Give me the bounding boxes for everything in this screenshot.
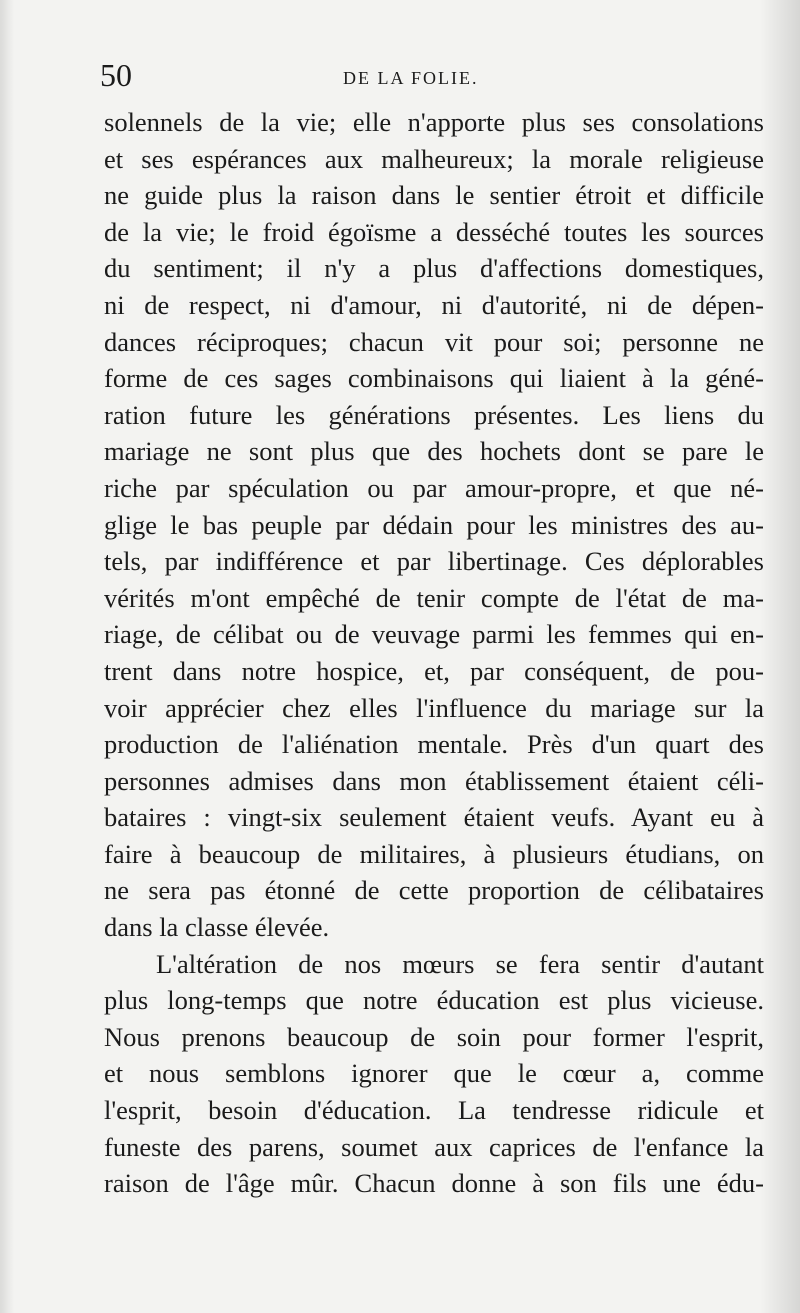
text-line: plus long-temps que notre éducation est plus vicieuse. (104, 985, 764, 1016)
text-line: Nous prenons beaucoup de soin pour former l'esprit, (104, 1021, 764, 1052)
running-head (100, 58, 700, 92)
text-line: et nous semblons ignorer que le cœur a, comme (104, 1058, 764, 1089)
body-text (104, 104, 764, 1202)
text-line: ne sera pas étonné de cette proportion de célibataires (104, 875, 764, 906)
text-line: ration future les générations présentes. Les liens du (104, 399, 764, 430)
text-line: dances réciproques; chacun vit pour soi; personne ne (104, 326, 764, 357)
text-line: riage, de célibat ou de veuvage parmi les femmes qui en- (104, 619, 764, 650)
text-line: forme de ces sages combinaisons qui liaient à la géné- (104, 363, 764, 394)
page-number: 50 (100, 57, 132, 93)
text-line: faire à beaucoup de militaires, à plusieurs étudians, on (104, 838, 764, 869)
text-line: vérités m'ont empêché de tenir compte de l'état de ma- (104, 582, 764, 613)
text-line: et ses espérances aux malheureux; la morale religieuse (104, 143, 764, 174)
running-title: DE LA FOLIE. (343, 68, 479, 88)
text-line: dans la classe élevée. (104, 912, 330, 943)
text-line: bataires : vingt-six seulement étaient veufs. Ayant eu à (104, 802, 764, 833)
text-line: riche par spéculation ou par amour-propre, et que né- (104, 472, 764, 503)
paragraph-1 (104, 104, 764, 946)
text-line: ni de respect, ni d'amour, ni d'autorité, ni de dépen- (104, 289, 764, 320)
text-line: glige le bas peuple par dédain pour les ministres des au- (104, 509, 764, 540)
text-line: tels, par indifférence et par libertinage. Ces déplorables (104, 546, 764, 577)
text-line: mariage ne sont plus que des hochets dont se pare le (104, 436, 764, 467)
text-line: personnes admises dans mon établissement étaient céli- (104, 765, 764, 796)
text-line: ne guide plus la raison dans le sentier étroit et difficile (104, 180, 764, 211)
text-line: solennels de la vie; elle n'apporte plus ses consolations (104, 107, 764, 137)
text-line: voir apprécier chez elles l'influence du mariage sur la (104, 692, 764, 723)
text-line: raison de l'âge mûr. Chacun donne à son fils une édu- (104, 1168, 764, 1199)
text-line: l'esprit, besoin d'éducation. La tendresse ridicule et (104, 1095, 764, 1126)
text-line: du sentiment; il n'y a plus d'affections domestiques, (104, 253, 764, 284)
text-line: production de l'aliénation mentale. Près d'un quart des (104, 729, 764, 760)
paragraph-2 (104, 946, 764, 1202)
text-line: trent dans notre hospice, et, par conséquent, de pou- (104, 655, 764, 686)
text-line: de la vie; le froid égoïsme a desséché toutes les sources (104, 216, 764, 247)
text-line: L'altération de nos mœurs se fera sentir d'autant (156, 948, 764, 979)
text-line: funeste des parens, soumet aux caprices de l'enfance la (104, 1131, 764, 1162)
